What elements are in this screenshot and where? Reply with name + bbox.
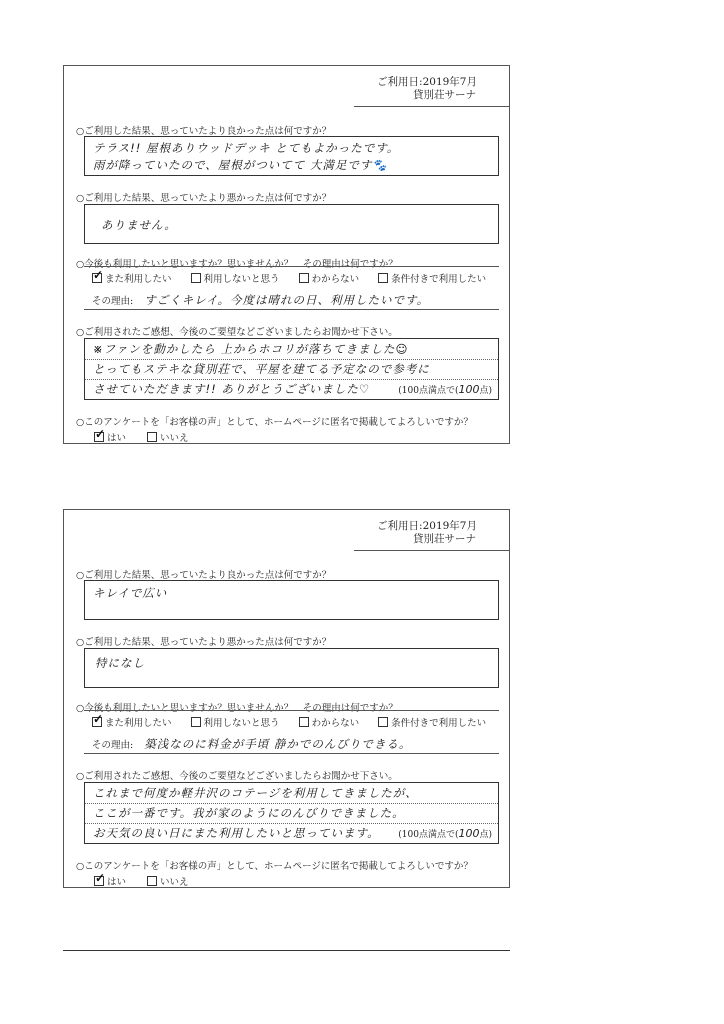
comments-box	[84, 338, 499, 400]
reason-label: その理由:	[92, 296, 134, 307]
answer-good-line-1: テラス!! 屋根ありウッドデッキ とてもよかったです。	[93, 141, 400, 155]
reuse-box-top	[84, 710, 499, 711]
answer-bad-box	[84, 204, 499, 244]
answer-bad-box	[84, 648, 499, 688]
option-conditional[interactable]: 条件付きで利用したい	[378, 271, 486, 285]
answer-bad-line-1: ありません。	[101, 218, 177, 232]
form-header	[377, 76, 477, 102]
checkbox-icon[interactable]	[147, 876, 157, 886]
comment-line-1: これまで何度か軽井沢のコテージを利用してきましたが、	[93, 786, 418, 800]
comment-rule	[85, 823, 498, 824]
score: (100点満点で(100点)	[398, 383, 492, 396]
answer-bad-line-1: 特になし	[95, 656, 145, 670]
reuse-options	[92, 271, 502, 285]
option-yes[interactable]: ✓はい	[94, 430, 126, 444]
checkbox-checked-icon[interactable]	[92, 717, 102, 727]
checkbox-icon[interactable]	[147, 432, 157, 442]
page-footer-rule	[63, 950, 510, 951]
option-no[interactable]: いいえ	[147, 874, 189, 888]
score-value: 100	[458, 827, 480, 840]
reuse-box-top	[84, 266, 499, 267]
checkbox-icon[interactable]	[299, 273, 309, 283]
answer-good-line-1: キレイで広い	[93, 586, 168, 600]
comment-line-2: とってもステキな貸別荘で、平屋を建てる予定なので参考に	[93, 362, 430, 376]
usage-date: ご利用日:2019年7月	[377, 76, 477, 88]
reason-text: 築浅なのに料金が手頃 静かでのんびりできる。	[144, 737, 412, 751]
checkbox-icon[interactable]	[191, 717, 201, 727]
option-dont-know[interactable]: わからない	[299, 715, 360, 729]
answer-good-line-2: 雨が降っていたので、屋根がついてて 大満足です🐾	[93, 158, 388, 172]
checkbox-checked-icon[interactable]	[94, 876, 104, 886]
checkbox-icon[interactable]	[378, 717, 388, 727]
option-wont-use[interactable]: 利用しないと思う	[191, 271, 280, 285]
option-wont-use[interactable]: 利用しないと思う	[191, 715, 280, 729]
facility-name: 貸別荘サーナ	[413, 533, 477, 545]
answer-good-box	[84, 136, 499, 176]
checkbox-checked-icon[interactable]	[92, 273, 102, 283]
checkbox-icon[interactable]	[191, 273, 201, 283]
score: (100点満点で(100点)	[398, 827, 492, 840]
question-again: ○今後も利用したいと思いますか？思いませんか？ その理由は何ですか？	[76, 259, 398, 270]
checkbox-icon[interactable]	[299, 717, 309, 727]
reuse-options	[92, 715, 502, 729]
comment-line-2: ここが一番です。我が家のようにのんびりできました。	[93, 806, 405, 820]
score-value: 100	[458, 383, 480, 396]
checkbox-icon[interactable]	[378, 273, 388, 283]
comment-rule	[85, 803, 498, 804]
question-publish: ○このアンケートを「お客様の声」として、ホームページに匿名で掲載してよろしいですか？	[76, 417, 473, 428]
question-publish: ○このアンケートを「お客様の声」として、ホームページに匿名で掲載してよろしいですか？	[76, 861, 473, 872]
survey-form-1	[63, 65, 510, 444]
comment-line-3: お天気の良い日にまた利用したいと思っています。	[93, 826, 380, 840]
publish-options	[94, 430, 207, 444]
question-comments: ○ご利用されたご感想、今後のご要望などございましたらお聞かせ下さい。	[76, 771, 398, 782]
header-rule	[354, 550, 509, 551]
question-again: ○今後も利用したいと思いますか？思いませんか？ その理由は何ですか？	[76, 703, 398, 714]
question-bad: ○ご利用した結果、思っていたより悪かった点は何ですか？	[76, 637, 332, 648]
reason-row	[92, 292, 429, 308]
comments-box	[84, 782, 499, 844]
header-rule	[354, 106, 509, 107]
publish-options	[94, 874, 207, 888]
question-comments: ○ご利用されたご感想、今後のご要望などございましたらお聞かせ下さい。	[76, 327, 398, 338]
form-header	[377, 520, 477, 546]
reuse-box-bottom	[84, 753, 499, 754]
comment-line-3: させていただきます!! ありがとうございました♡	[93, 382, 371, 396]
option-conditional[interactable]: 条件付きで利用したい	[378, 715, 486, 729]
answer-good-box	[84, 580, 499, 620]
option-dont-know[interactable]: わからない	[299, 271, 360, 285]
reuse-box-bottom	[84, 309, 499, 310]
option-use-again[interactable]: ✓また利用したい	[92, 271, 172, 285]
option-no[interactable]: いいえ	[147, 430, 189, 444]
question-good: ○ご利用した結果、思っていたより良かった点は何ですか？	[76, 570, 332, 581]
question-good: ○ご利用した結果、思っていたより良かった点は何ですか？	[76, 126, 332, 137]
usage-date: ご利用日:2019年7月	[377, 520, 477, 532]
comment-line-1: ※ファンを動かしたら 上からホコリが落ちてきました☺	[93, 342, 409, 356]
checkbox-checked-icon[interactable]	[94, 432, 104, 442]
reason-row	[92, 736, 411, 752]
reason-label: その理由:	[92, 740, 134, 751]
option-yes[interactable]: ✓はい	[94, 874, 126, 888]
survey-form-2	[63, 509, 510, 888]
question-bad: ○ご利用した結果、思っていたより悪かった点は何ですか？	[76, 193, 332, 204]
reason-text: すごくキレイ。今度は晴れの日、利用したいです。	[144, 293, 430, 307]
comment-rule	[85, 359, 498, 360]
comment-rule	[85, 379, 498, 380]
facility-name: 貸別荘サーナ	[413, 89, 477, 101]
option-use-again[interactable]: ✓また利用したい	[92, 715, 172, 729]
